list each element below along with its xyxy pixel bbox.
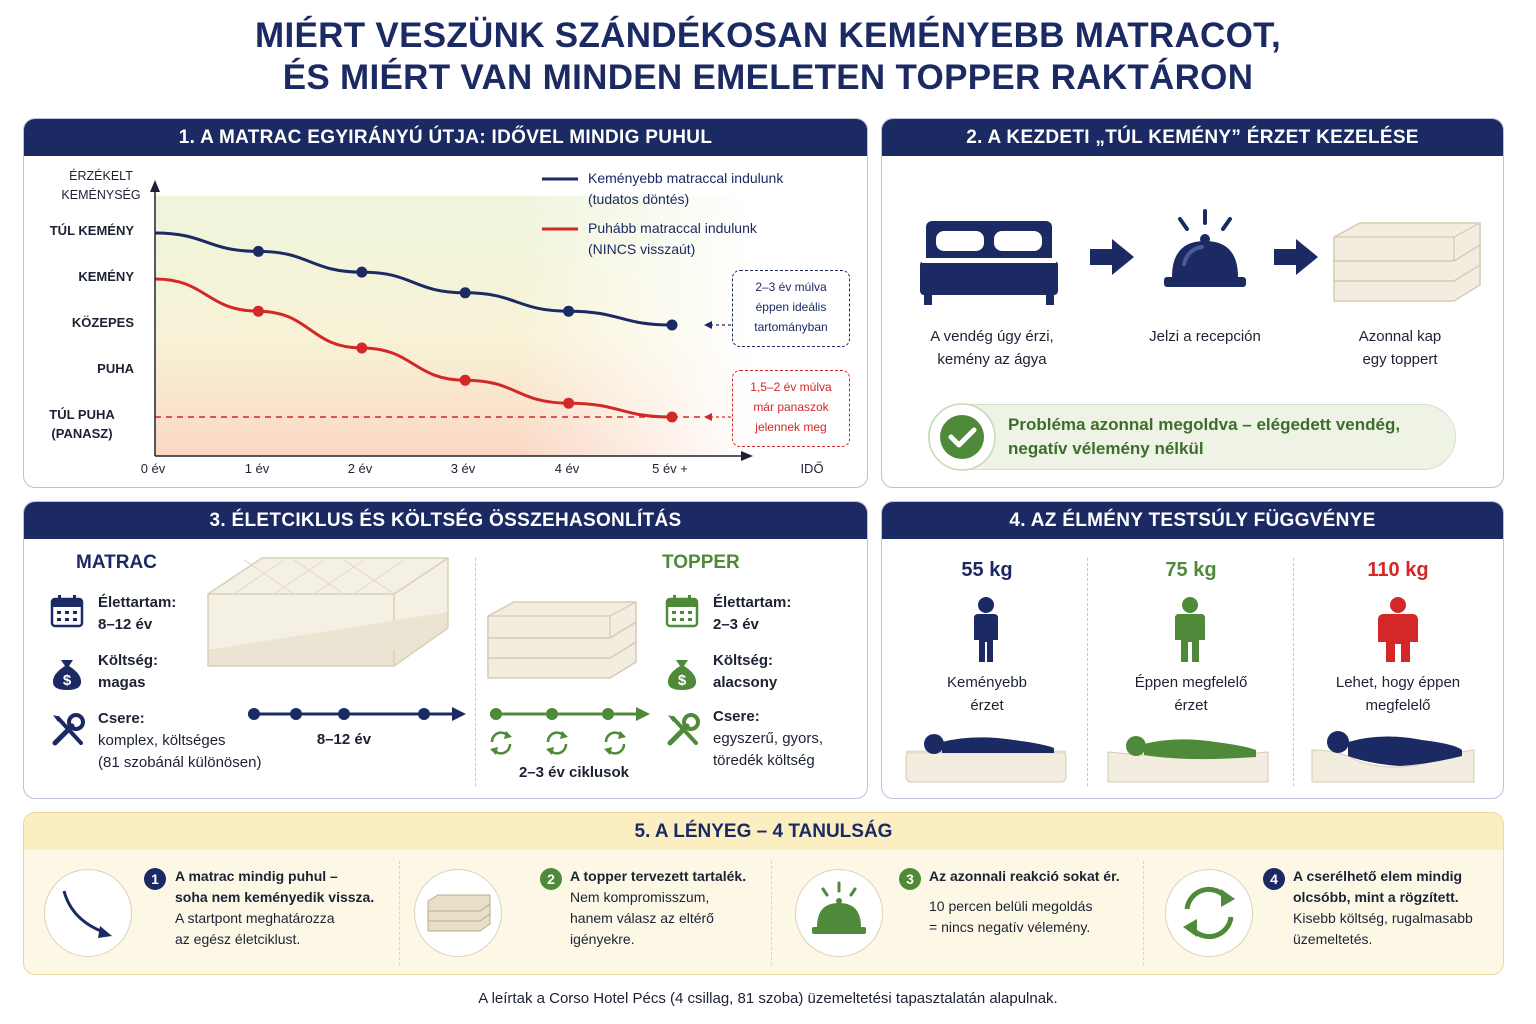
x-label-4: 4 év	[554, 461, 580, 476]
point-firm-3	[460, 287, 471, 298]
sleeper-medium-illustration	[1106, 726, 1272, 786]
caption-110	[1308, 671, 1488, 717]
topper-lifetime-label: Élettartam:	[713, 594, 792, 611]
topper-title: TOPPER	[662, 552, 740, 573]
check-circle-icon	[928, 403, 996, 471]
topper-timeline-label: 2–3 év ciklusok	[518, 764, 630, 781]
mattress-swap	[98, 708, 261, 774]
weight-55: 55 kg	[961, 559, 1013, 581]
topper-cost-label: Költség:	[713, 652, 773, 669]
panel-body-weight	[881, 501, 1504, 799]
person-medium-icon	[1170, 596, 1210, 664]
mattress-timeline	[244, 702, 469, 726]
x-label-3: 3 év	[450, 461, 476, 476]
callout-soft	[732, 370, 850, 447]
step-guest-feels	[902, 325, 1082, 371]
panel4-heading: 4. AZ ÉLMÉNY TESTSÚLY FÜGGVÉNYE	[882, 502, 1503, 539]
svg-text:$: $	[62, 672, 72, 689]
lesson-1	[24, 850, 399, 975]
panel2-heading: 2. A KEZDETI „TÚL KEMÉNY” ÉRZET KEZELÉSE	[882, 119, 1503, 156]
refresh-cycle-icon	[1165, 869, 1253, 957]
lesson1-bold2: soha nem keményedik vissza.	[175, 889, 375, 905]
tools-icon	[665, 712, 701, 748]
mattress-swap-value1: komplex, költséges	[98, 732, 226, 749]
page-title-line2: ÉS MIÉRT VAN MINDEN EMELETEN TOPPER RAKTÁRON	[282, 58, 1254, 97]
lesson3-text	[929, 866, 1120, 938]
topper-swap-label: Csere:	[713, 708, 760, 725]
step-topper-line2: egy toppert	[1362, 351, 1438, 368]
topper-lifetime-value: 2–3 év	[713, 616, 759, 633]
divider-dashed	[1293, 558, 1294, 786]
x-axis-title: IDŐ	[800, 461, 824, 476]
lesson2-text2: hanem válasz az eltérő	[570, 910, 714, 926]
step-guest-feels-line1: A vendég úgy érzi,	[930, 328, 1054, 345]
svg-text:$: $	[677, 672, 687, 689]
mattress-cost	[98, 650, 158, 694]
divider-dashed	[771, 861, 772, 965]
y-label-medium: KÖZEPES	[71, 315, 134, 330]
result-text	[1008, 413, 1400, 461]
point-soft-1	[253, 306, 264, 317]
callout-firm-line2: éppen ideális	[755, 300, 827, 314]
topper-lifetime	[713, 592, 791, 636]
caption-75-line1: Éppen megfelelő	[1134, 674, 1248, 691]
callout-soft-line3: jelennek meg	[755, 420, 827, 434]
sleeper-heavy-illustration	[1310, 726, 1478, 786]
lesson2-text	[570, 866, 746, 950]
callout-firm-line1: 2–3 év múlva	[755, 280, 827, 294]
section5-heading: 5. A LÉNYEG – 4 TANULSÁG	[24, 813, 1503, 850]
step-guest-feels-line2: kemény az ágya	[937, 351, 1047, 368]
callout-soft-line1: 1,5–2 év múlva	[750, 380, 832, 394]
point-firm-2	[356, 267, 367, 278]
topper-swap-value2: töredék költség	[713, 752, 815, 769]
lesson4-number: 4	[1263, 868, 1285, 890]
weight-110: 110 kg	[1367, 559, 1429, 581]
panel3-heading: 3. ÉLETCIKLUS ÉS KÖLTSÉG ÖSSZEHASONLÍTÁS	[24, 502, 867, 539]
y-axis-arrow	[150, 180, 160, 192]
lesson2-number: 2	[540, 868, 562, 890]
down-curve-arrow-icon	[44, 869, 132, 957]
lesson3-number: 3	[899, 868, 921, 890]
y-axis-title-line1: ÉRZÉKELT	[69, 169, 133, 183]
footer-note: A leírtak a Corso Hotel Pécs (4 csillag, 81 szoba) üzemeltetési tapasztalatán alapulnak.	[478, 990, 1058, 1007]
mattress-swap-label: Csere:	[98, 710, 145, 727]
mattress-title: MATRAC	[76, 552, 157, 573]
divider-dashed	[475, 558, 476, 786]
legend-soft-line1: Puhább matraccal indulunk	[588, 220, 757, 236]
topper-cost-value: alacsony	[713, 674, 778, 691]
money-bag-icon	[50, 652, 84, 692]
lesson1-text	[175, 866, 374, 950]
topper-swap	[713, 706, 823, 772]
point-firm-1	[253, 246, 264, 257]
callout-soft-line2: már panaszok	[753, 400, 829, 414]
x-label-2: 2 év	[347, 461, 373, 476]
lesson-4	[1145, 850, 1504, 975]
topper-illustration	[484, 596, 644, 692]
lesson1-number: 1	[144, 868, 166, 890]
y-label-too-firm: TÚL KEMÉNY	[49, 223, 134, 238]
calendar-icon	[665, 594, 699, 628]
legend-swatches	[540, 174, 580, 244]
mattress-lifetime-label: Élettartam:	[98, 594, 177, 611]
reception-bell-icon	[1160, 209, 1250, 299]
y-label-too-soft-line1: TÚL PUHA	[49, 407, 115, 422]
panel-too-firm-handling	[881, 118, 1504, 488]
mattress-swap-value2: (81 szobánál különösen)	[98, 754, 262, 771]
y-axis-title-line2: KEMÉNYSÉG	[61, 188, 141, 202]
step-topper-line1: Azonnal kap	[1358, 328, 1442, 345]
x-label-0: 0 év	[140, 461, 166, 476]
legend-soft	[588, 218, 757, 260]
step-reception: Jelzi a recepción	[1149, 328, 1261, 345]
person-light-icon	[968, 596, 1004, 664]
sleeper-light-illustration	[904, 726, 1070, 786]
person-heavy-icon	[1374, 596, 1422, 664]
caption-75	[1106, 671, 1276, 717]
lesson-2	[401, 850, 771, 975]
lesson4-text2: üzemeltetés.	[1293, 931, 1373, 947]
divider-dashed	[399, 861, 400, 965]
topper-timeline	[486, 702, 654, 762]
topper-swap-value1: egyszerű, gyors,	[713, 730, 824, 747]
callout-firm	[732, 270, 850, 347]
lesson1-bold1: A matrac mindig puhul –	[175, 868, 338, 884]
topper-stack-icon	[414, 869, 502, 957]
x-label-5: 5 év +	[652, 461, 688, 476]
weight-75: 75 kg	[1165, 559, 1217, 581]
calendar-icon	[50, 594, 84, 628]
step-topper-given	[1310, 325, 1490, 371]
mattress-illustration	[204, 554, 454, 704]
y-label-too-soft-line2: (PANASZ)	[51, 426, 113, 441]
legend-firm	[588, 168, 783, 210]
caption-75-line2: érzet	[1174, 697, 1208, 714]
lesson4-bold1: A cserélhető elem mindig	[1293, 868, 1463, 884]
panel-mattress-softening	[23, 118, 868, 488]
mattress-cost-value: magas	[98, 674, 146, 691]
lesson1-text2: az egész életciklust.	[175, 931, 301, 947]
caption-55-line2: érzet	[970, 697, 1004, 714]
mattress-timeline-label: 8–12 év	[316, 731, 372, 748]
point-soft-3	[460, 375, 471, 386]
lesson2-text1: Nem kompromisszum,	[570, 889, 710, 905]
result-line2: negatív vélemény nélkül	[1008, 439, 1204, 458]
x-label-1: 1 év	[244, 461, 270, 476]
page-title-line1: MIÉRT VESZÜNK SZÁNDÉKOSAN KEMÉNYEBB MATRACOT,	[255, 16, 1281, 55]
y-label-too-soft	[30, 405, 134, 443]
mattress-cost-label: Költség:	[98, 652, 158, 669]
lesson1-text1: A startpont meghatározza	[175, 910, 335, 926]
bed-icon	[920, 211, 1060, 311]
panel-lifecycle-cost	[23, 501, 868, 799]
mattress-lifetime-value: 8–12 év	[98, 616, 153, 633]
panel-key-lessons	[23, 812, 1504, 975]
lesson3-text2: = nincs negatív vélemény.	[929, 919, 1091, 935]
arrow-right-icon	[1090, 237, 1136, 277]
point-firm-4	[563, 306, 574, 317]
topper-cost	[713, 650, 777, 694]
caption-110-line2: megfelelő	[1365, 697, 1431, 714]
legend-soft-line2: (NINCS visszaút)	[588, 241, 696, 257]
mattress-lifetime	[98, 592, 176, 636]
lesson3-text1: 10 percen belüli megoldás	[929, 898, 1093, 914]
panel1-heading: 1. A MATRAC EGYIRÁNYÚ ÚTJA: IDŐVEL MINDIG PUHUL	[24, 119, 867, 156]
lesson2-text3: igényekre.	[570, 931, 635, 947]
legend-firm-line2: (tudatos döntés)	[588, 191, 690, 207]
point-firm-5	[667, 320, 678, 331]
lesson4-text1: Kisebb költség, rugalmasabb	[1293, 910, 1473, 926]
result-line1: Probléma azonnal megoldva – elégedett vendég,	[1008, 415, 1401, 434]
lesson2-bold1: A topper tervezett tartalék.	[570, 868, 747, 884]
y-label-soft: PUHA	[97, 361, 134, 376]
callout-firm-line3: tartományban	[754, 320, 828, 334]
caption-55	[902, 671, 1072, 717]
divider-dashed	[1143, 861, 1144, 965]
money-bag-icon	[665, 652, 699, 692]
lesson3-bold1: Az azonnali reakció sokat ér.	[929, 868, 1120, 884]
reception-bell-icon	[795, 869, 883, 957]
arrow-right-icon	[1274, 237, 1320, 277]
lesson-3	[773, 850, 1143, 975]
tools-icon	[50, 712, 86, 748]
point-soft-5	[667, 412, 678, 423]
legend-firm-line1: Keményebb matraccal indulunk	[588, 170, 784, 186]
lesson4-text	[1293, 866, 1473, 950]
point-soft-2	[356, 343, 367, 354]
point-soft-4	[563, 398, 574, 409]
topper-stack-icon	[1330, 215, 1482, 311]
y-label-firm: KEMÉNY	[78, 269, 134, 284]
caption-110-line1: Lehet, hogy éppen	[1335, 674, 1461, 691]
lesson4-bold2: olcsóbb, mint a rögzített.	[1293, 889, 1459, 905]
y-axis-title	[60, 167, 142, 205]
caption-55-line1: Keményebb	[946, 674, 1028, 691]
divider-dashed	[1087, 558, 1088, 786]
